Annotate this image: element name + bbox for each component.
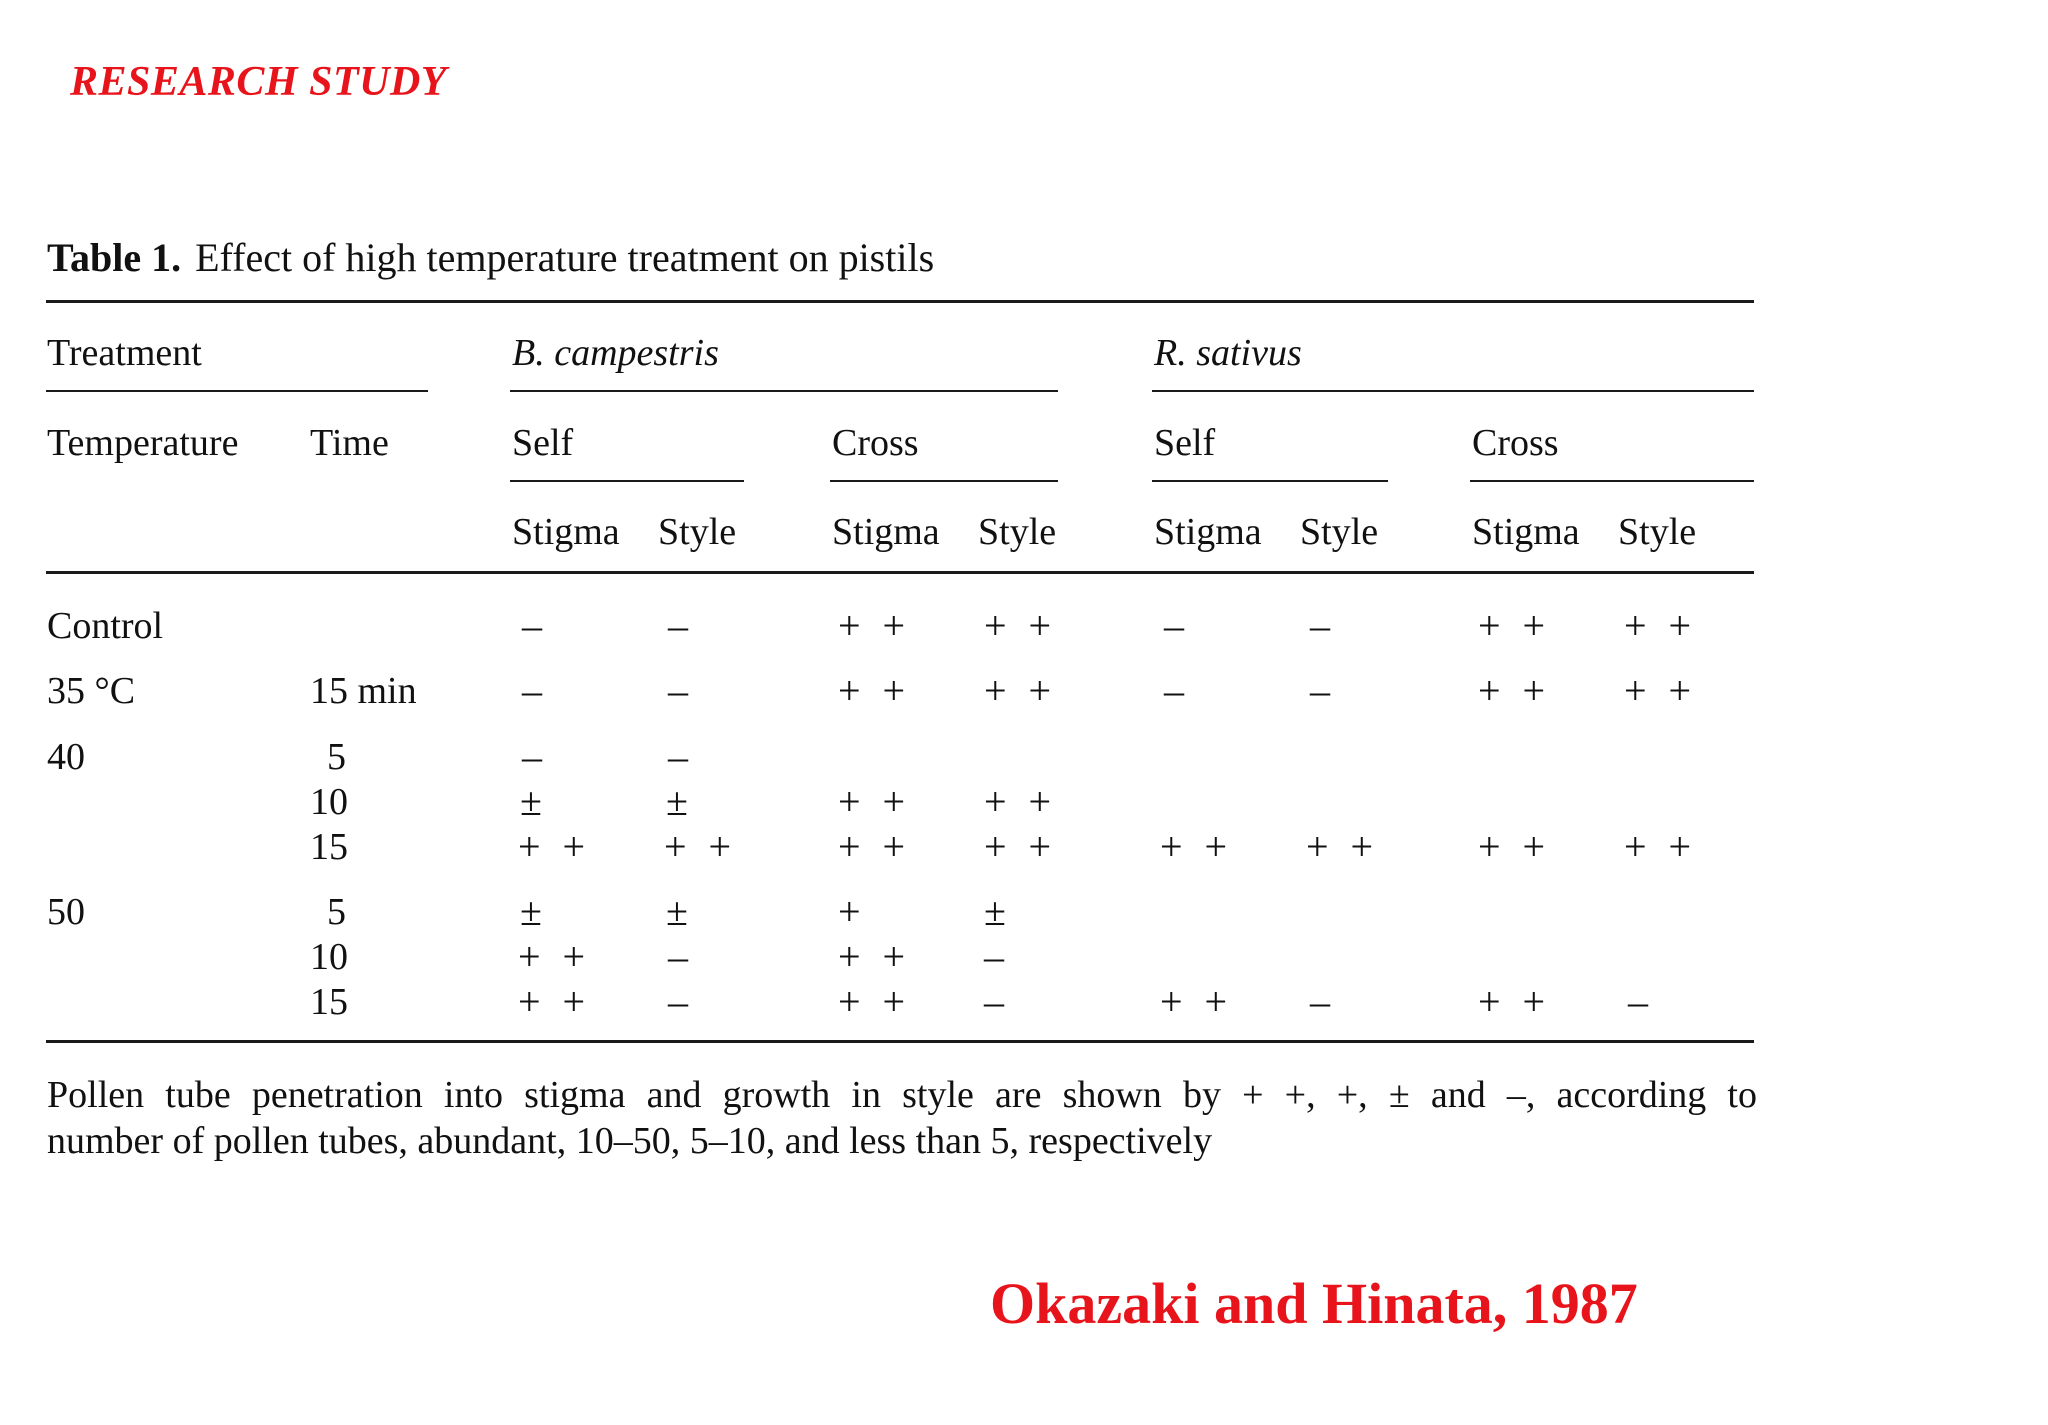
row-40-5-temp: 40 bbox=[47, 736, 85, 778]
table-caption-text: Effect of high temperature treatment on pistils bbox=[195, 235, 935, 280]
row-control-r-cross-style: + + bbox=[1624, 603, 1698, 648]
slide-header: RESEARCH STUDY bbox=[70, 59, 447, 105]
table-top-rule bbox=[46, 300, 1754, 303]
treatment-header: Treatment bbox=[47, 332, 202, 374]
row-50-15-r-cross-stigma: + + bbox=[1478, 979, 1552, 1024]
table-footnote bbox=[47, 1072, 1757, 1164]
row-50-15-r-self-stigma: + + bbox=[1160, 979, 1234, 1024]
row-control-r-self-stigma: – bbox=[1164, 603, 1190, 648]
r-cross-stigma-header: Stigma bbox=[1472, 511, 1580, 553]
row-35c-r-cross-style: + + bbox=[1624, 668, 1698, 713]
row-50-5-b-cross-style: ± bbox=[984, 889, 1012, 934]
row-50-10-b-cross-style: – bbox=[984, 934, 1010, 979]
row-50-10-b-self-style: – bbox=[668, 934, 694, 979]
species-2-underline bbox=[1152, 390, 1754, 392]
row-control-r-cross-stigma: + + bbox=[1478, 603, 1552, 648]
row-35c-r-cross-stigma: + + bbox=[1478, 668, 1552, 713]
species-1-header: B. campestris bbox=[512, 332, 719, 374]
row-35c-time: 15 min bbox=[310, 670, 417, 712]
row-control-b-cross-style: + + bbox=[984, 603, 1058, 648]
row-50-10-time: 10 bbox=[310, 936, 348, 978]
citation: Okazaki and Hinata, 1987 bbox=[990, 1271, 1638, 1336]
row-50-15-r-self-style: – bbox=[1310, 979, 1336, 1024]
temperature-header: Temperature bbox=[47, 422, 239, 464]
row-35c-temp: 35 °C bbox=[47, 670, 136, 712]
row-35c-b-cross-stigma: + + bbox=[838, 668, 912, 713]
row-50-15-b-cross-stigma: + + bbox=[838, 979, 912, 1024]
row-50-15-r-cross-style: – bbox=[1628, 979, 1654, 1024]
row-40-5-b-self-style: – bbox=[668, 734, 694, 779]
row-50-5-b-self-stigma: ± bbox=[520, 889, 548, 934]
row-35c-b-self-style: – bbox=[668, 668, 694, 713]
row-40-10-time: 10 bbox=[310, 781, 348, 823]
row-40-10-b-self-style: ± bbox=[666, 779, 694, 824]
row-50-15-b-self-stigma: + + bbox=[518, 979, 592, 1024]
b-cross-underline bbox=[830, 480, 1058, 482]
b-self-style-header: Style bbox=[658, 511, 737, 553]
row-control-b-self-style: – bbox=[668, 603, 694, 648]
b-self-stigma-header: Stigma bbox=[512, 511, 620, 553]
r-cross-underline bbox=[1470, 480, 1754, 482]
row-40-15-b-cross-stigma: + + bbox=[838, 824, 912, 869]
row-35c-r-self-stigma: – bbox=[1164, 668, 1190, 713]
row-40-15-b-self-style: + + bbox=[664, 824, 738, 869]
species-1-underline bbox=[510, 390, 1058, 392]
time-header: Time bbox=[310, 422, 389, 464]
row-40-10-b-cross-style: + + bbox=[984, 779, 1058, 824]
row-50-5-b-self-style: ± bbox=[666, 889, 694, 934]
row-35c-b-cross-style: + + bbox=[984, 668, 1058, 713]
row-control-temp: Control bbox=[47, 605, 164, 647]
r-self-stigma-header: Stigma bbox=[1154, 511, 1262, 553]
row-35c-b-self-stigma: – bbox=[522, 668, 548, 713]
row-50-5-temp: 50 bbox=[47, 891, 85, 933]
row-40-15-r-self-stigma: + + bbox=[1160, 824, 1234, 869]
row-50-15-time: 15 bbox=[310, 981, 348, 1023]
row-50-5-time: 5 bbox=[327, 891, 346, 933]
table-caption-label: Table 1. bbox=[47, 235, 182, 280]
r-self-style-header: Style bbox=[1300, 511, 1379, 553]
header-bottom-rule bbox=[46, 571, 1754, 574]
r-cross-style-header: Style bbox=[1618, 511, 1697, 553]
row-control-b-self-stigma: – bbox=[522, 603, 548, 648]
b-self-header: Self bbox=[512, 422, 574, 464]
b-cross-style-header: Style bbox=[978, 511, 1057, 553]
row-40-15-b-cross-style: + + bbox=[984, 824, 1058, 869]
b-cross-stigma-header: Stigma bbox=[832, 511, 940, 553]
row-40-10-b-cross-stigma: + + bbox=[838, 779, 912, 824]
row-40-5-time: 5 bbox=[327, 736, 346, 778]
footnote-line-1: Pollen tube penetration into stigma and growth in style are shown by + +, +, ± and –, according to bbox=[47, 1074, 1757, 1116]
species-2-header: R. sativus bbox=[1154, 332, 1302, 374]
r-self-underline bbox=[1152, 480, 1388, 482]
r-cross-header: Cross bbox=[1472, 422, 1559, 464]
row-40-15-r-cross-stigma: + + bbox=[1478, 824, 1552, 869]
table-caption bbox=[47, 234, 934, 281]
row-40-15-b-self-stigma: + + bbox=[518, 824, 592, 869]
row-35c-r-self-style: – bbox=[1310, 668, 1336, 713]
row-40-15-r-self-style: + + bbox=[1306, 824, 1380, 869]
row-50-5-b-cross-stigma: + bbox=[838, 889, 867, 934]
footnote-line-2: number of pollen tubes, abundant, 10–50, 5–10, and less than 5, respectively bbox=[47, 1120, 1213, 1162]
row-50-15-b-cross-style: – bbox=[984, 979, 1010, 1024]
b-cross-header: Cross bbox=[832, 422, 919, 464]
row-50-10-b-cross-stigma: + + bbox=[838, 934, 912, 979]
row-40-5-b-self-stigma: – bbox=[522, 734, 548, 779]
row-40-10-b-self-stigma: ± bbox=[520, 779, 548, 824]
row-40-15-r-cross-style: + + bbox=[1624, 824, 1698, 869]
row-50-10-b-self-stigma: + + bbox=[518, 934, 592, 979]
row-40-15-time: 15 bbox=[310, 826, 348, 868]
b-self-underline bbox=[510, 480, 744, 482]
row-50-15-b-self-style: – bbox=[668, 979, 694, 1024]
table-bottom-rule bbox=[46, 1040, 1754, 1043]
row-control-r-self-style: – bbox=[1310, 603, 1336, 648]
treatment-underline bbox=[46, 390, 428, 392]
r-self-header: Self bbox=[1154, 422, 1216, 464]
row-control-b-cross-stigma: + + bbox=[838, 603, 912, 648]
